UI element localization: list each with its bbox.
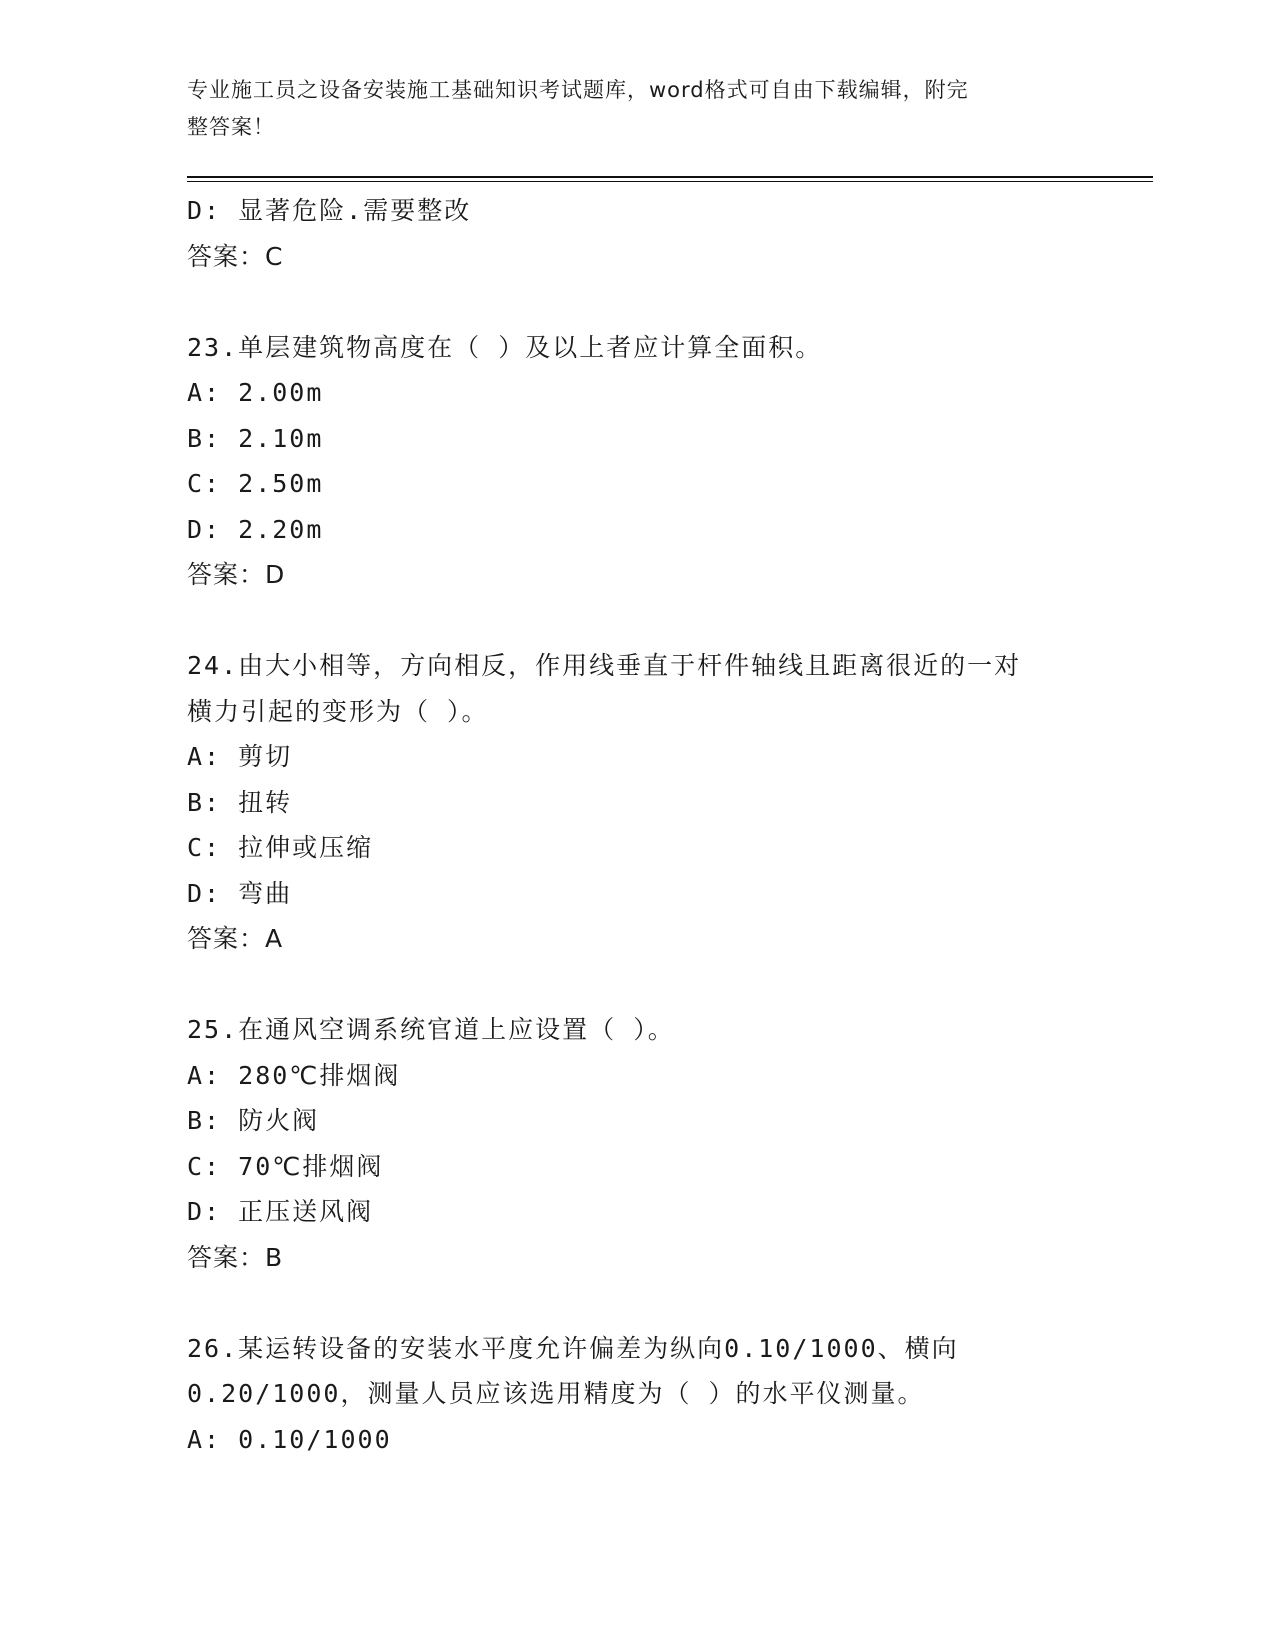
spacer [187,962,1107,1008]
option-b: B: 防火阀 [187,1106,320,1135]
spacer [187,598,1107,644]
option-d: D: 弯曲 [187,878,293,908]
answer: 答案：D [187,560,286,589]
answer: 答案：B [187,1242,284,1272]
question-list [187,188,1107,1462]
option-d: D: 2.20m [187,514,324,544]
document-header [187,72,1087,146]
prev-option-d: D: 显著危险.需要整改 [187,196,472,225]
question-text: 23.单层建筑物高度在（ ）及以上者应计算全面积。 [187,332,823,362]
question-25 [187,1007,1107,1280]
option-b: B: 扭转 [187,787,293,817]
question-text: 24.由大小相等，方向相反，作用线垂直于杆件轴线且距离很近的一对 [187,651,1022,680]
header-line-2: 整答案！ [187,115,275,139]
question-text-cont: 0.20/1000，测量人员应该选用精度为（ ）的水平仪测量。 [187,1379,925,1408]
question-26 [187,1326,1107,1463]
option-a: A: 0.10/1000 [187,1424,392,1454]
option-c: C: 拉伸或压缩 [187,833,374,862]
header-divider-thick [187,176,1153,178]
answer: 答案：A [187,924,284,953]
option-d: D: 正压送风阀 [187,1197,374,1226]
option-b: B: 2.10m [187,423,324,453]
option-c: C: 2.50m [187,469,324,498]
spacer [187,1280,1107,1326]
spacer [187,279,1107,325]
header-line-1: 专业施工员之设备安装施工基础知识考试题库，word格式可自由下载编辑，附完 [187,78,969,102]
question-text: 25.在通风空调系统官道上应设置（ ）。 [187,1015,675,1044]
prev-answer: 答案：C [187,241,284,271]
question-24 [187,643,1107,962]
option-a: A: 剪切 [187,742,293,771]
question-23 [187,325,1107,598]
header-divider-thin [187,181,1153,182]
question-text-cont: 横力引起的变形为（ ）。 [187,696,489,726]
option-a: A: 2.00m [187,378,324,407]
question-text: 26.某运转设备的安装水平度允许偏差为纵向0.10/1000、横向 [187,1333,959,1363]
option-c: C: 70℃排烟阀 [187,1151,384,1181]
option-a: A: 280℃排烟阀 [187,1060,401,1090]
